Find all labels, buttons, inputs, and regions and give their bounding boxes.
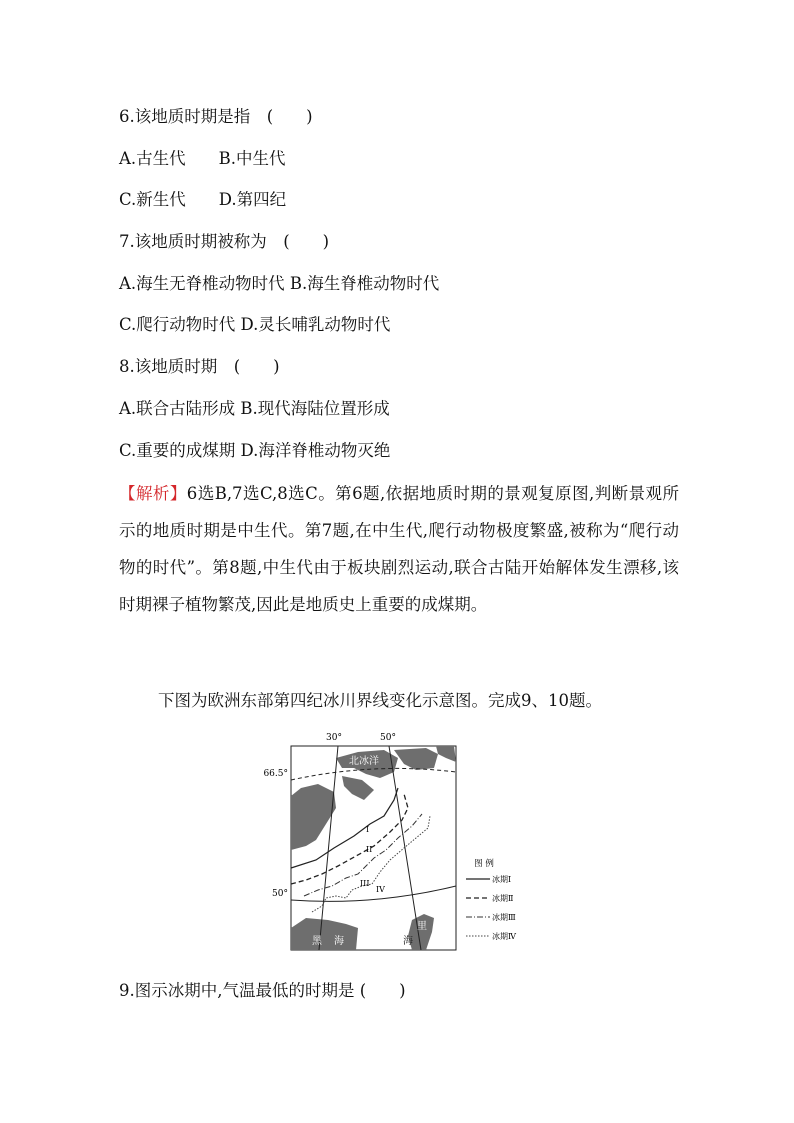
- analysis-tag: 【解析】: [119, 484, 187, 503]
- legend-title: 图 例: [474, 859, 494, 869]
- legend-label-4: 冰期Ⅳ: [492, 932, 516, 941]
- caspian-label-2: 海: [403, 936, 413, 947]
- zone-label-2: II: [366, 845, 373, 854]
- black-sea-label-1: 黑: [312, 936, 322, 947]
- analysis-text: 6选B,7选C,8选C。第6题,依据地质时期的景观复原图,判断景观所示的地质时期是中生代。第7题,在中生代,爬行动物极度繁盛,被称为“爬行动物的时代”。第8题,中生代由于板块剧烈运动,联合古陆开始解体发生漂移,该时期裸子植物繁茂,因此是地质史上重要的成煤期。: [119, 484, 680, 614]
- lat-label-66: 66.5°: [263, 769, 288, 779]
- question-8-stem: 8.该地质时期 ( ): [119, 357, 280, 376]
- question-6-stem: 6.该地质时期是指 ( ): [119, 107, 313, 126]
- zone-label-4: IV: [376, 885, 385, 894]
- question-9-stem: 9.图示冰期中,气温最低的时期是 ( ): [119, 981, 406, 1000]
- question-6-options-row-2: C.新生代 D.第四纪: [119, 190, 287, 209]
- lon-label-50: 50°: [380, 733, 396, 743]
- legend-label-1: 冰期Ⅰ: [492, 875, 512, 884]
- question-7-stem: 7.该地质时期被称为 ( ): [119, 232, 330, 251]
- glacier-boundary-map: [263, 728, 536, 952]
- lat-label-50: 50°: [272, 889, 288, 899]
- question-7-options-row-1: A.海生无脊椎动物时代 B.海生脊椎动物时代: [119, 274, 440, 293]
- analysis-paragraph: [119, 475, 679, 623]
- zone-label-3: III: [360, 879, 370, 888]
- question-8-options-row-1: A.联合古陆形成 B.现代海陆位置形成: [119, 399, 390, 418]
- question-7-options-row-2: C.爬行动物时代 D.灵长哺乳动物时代: [119, 315, 391, 334]
- question-6-options-row-1: A.古生代 B.中生代: [119, 149, 286, 168]
- arctic-ocean-label: 北冰洋: [349, 756, 379, 767]
- figure-intro: 下图为欧洲东部第四纪冰川界线变化示意图。完成9、10题。: [158, 691, 602, 710]
- black-sea-label-2: 海: [334, 936, 344, 947]
- zone-label-1: I: [366, 825, 370, 834]
- caspian-label-1: 里: [417, 921, 427, 932]
- legend-label-3: 冰期Ⅲ: [492, 913, 516, 922]
- legend-label-2: 冰期Ⅱ: [492, 894, 514, 903]
- question-8-options-row-2: C.重要的成煤期 D.海洋脊椎动物灭绝: [119, 441, 391, 460]
- lon-label-30: 30°: [326, 733, 342, 743]
